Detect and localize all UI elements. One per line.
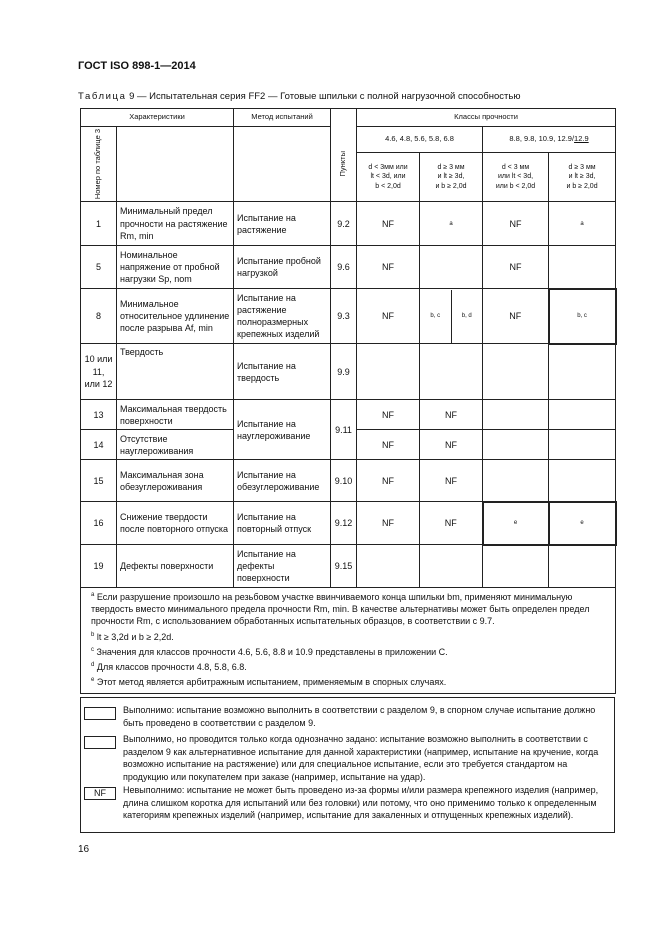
subheader-1: d < 3мм или lt < 3d, или b < 2,0d bbox=[357, 152, 420, 201]
table-row: 8 Минимальное относительное удлинение после разрыва Af, min Испытание на растяжение полноразмерных крепежных изделий 9.3 NF b, c b, d NF b, c bbox=[81, 289, 616, 344]
class-group-2-main: 8.8, 9.8, 10.9, 12.9/ bbox=[509, 134, 575, 144]
header-row-num: Номер по таблице 3 bbox=[93, 129, 103, 200]
cell-8-b-d: b, d bbox=[461, 313, 472, 320]
table-row: 5 Номинальное напряжение от пробной нагрузки Sp, nom Испытание пробной нагрузкой 9.6 NF NF bbox=[81, 246, 616, 289]
legend-text-feasible: Выполнимо: испытание возможно выполнить в соответствии с разделом 9, в спорном случае испытание должно быть проведено в соответствии с разделом 9. bbox=[123, 705, 596, 728]
footnote-c: $^c$ Значения для классов прочности 4.6, 5.6, 8.8 и 10.9 представлены в приложении С. bbox=[91, 646, 448, 657]
table-row: 16 Снижение твердости после повторного отпуска Испытание на повторный отпуск 9.12 NF NF e e bbox=[81, 502, 616, 545]
legend-box-nf: NF bbox=[84, 787, 116, 800]
legend-box-feasible bbox=[84, 707, 116, 720]
footnote-b: $^b$ lt ≥ 3,2d и b ≥ 2,2d. bbox=[91, 631, 174, 642]
table-row: 15 Максимальная зона обезуглероживания Испытание на обезуглероживание 9.10 NF NF bbox=[81, 460, 616, 502]
footnotes-row bbox=[81, 588, 616, 694]
class-group-1: 4.6, 4.8, 5.6, 5.8, 6.8 bbox=[357, 127, 483, 153]
legend-text-conditional: Выполнимо, но проводится только когда однозначно задано: испытание возможно выполнить в соответствии с разделом 9 как альтернативное испытание для данной характеристики (например, испытание на кручение, когда возможно испытание на растяжение) или для специальное испытание, если это требуется стандартом на продукцию или покупателем при заказе (например, испытание на удар). bbox=[123, 734, 599, 782]
table-caption bbox=[78, 91, 520, 102]
header-method: Метод испытаний bbox=[234, 109, 331, 127]
cell-8-b-c: b, c bbox=[420, 290, 451, 343]
class-group-2 bbox=[483, 127, 616, 153]
page-number: 16 bbox=[78, 844, 90, 855]
table-row: 10 или 11, или 12 Твердость Испытание на твердость 9.9 bbox=[81, 344, 616, 400]
table-row: 1 Минимальный предел прочности на растяжение Rm, min Испытание на растяжение 9.2 NF a NF a bbox=[81, 202, 616, 246]
standard-header: ГОСТ ISO 898-1—2014 bbox=[78, 60, 196, 72]
table-row: 13 Максимальная твердость поверхности Испытание на науглероживание 9.11 NF NF bbox=[81, 400, 616, 430]
footnotes bbox=[81, 588, 616, 694]
subheader-4: d ≥ 3 мм и lt ≥ 3d, и b ≥ 2,0d bbox=[549, 152, 616, 201]
footnote-a: $^a$ Если разрушение произошло на резьбовом участке ввинчиваемого конца шпильки bm, применяют минимальную твердость вместо минимального предела прочности Rm, min. В качестве альтернативы может быть определен предел прочности Rm, с использованием обработанных испытательных образцов, в соответствии с 9.7. bbox=[91, 592, 590, 627]
header-row-num-cell bbox=[81, 127, 117, 202]
table-row: 14 Отсутствие науглероживания NF NF bbox=[81, 430, 616, 460]
header-characteristics: Характеристики bbox=[81, 109, 234, 127]
legend bbox=[80, 697, 615, 833]
test-series-table bbox=[80, 108, 617, 694]
caption-text: 9 — Испытательная серия FF2 — Готовые шпильки с полной нагрузочной способностью bbox=[126, 91, 521, 102]
class-group-2-underlined: 12.9 bbox=[574, 134, 589, 144]
caption-table-word: Таблица bbox=[78, 91, 127, 102]
table-row: 19 Дефекты поверхности Испытание на дефекты поверхности 9.15 bbox=[81, 545, 616, 588]
footnote-e: $^e$ Этот метод является арбитражным испытанием, применяемым в спорных случаях. bbox=[91, 677, 447, 688]
legend-text-nf: Невыполнимо: испытание не может быть проведено из-за формы и/или размера крепежного изделия (например, длина слишком коротка для испытаний или без головки) или потому, что оно применимо только к определенным категориям крепежных изделий (например, испытание для закаленных и отпущенных крепежных изделий). bbox=[123, 785, 599, 821]
header-clauses: Пункты bbox=[338, 151, 348, 177]
subheader-2: d ≥ 3 мм и lt ≥ 3d, и b ≥ 2,0d bbox=[420, 152, 483, 201]
legend-box-conditional bbox=[84, 736, 116, 749]
subheader-3: d < 3 мм или lt < 3d, или b < 2,0d bbox=[483, 152, 549, 201]
footnote-d: $^d$ Для классов прочности 4.8, 5.8, 6.8. bbox=[91, 661, 247, 672]
header-classes: Классы прочности bbox=[357, 109, 616, 127]
